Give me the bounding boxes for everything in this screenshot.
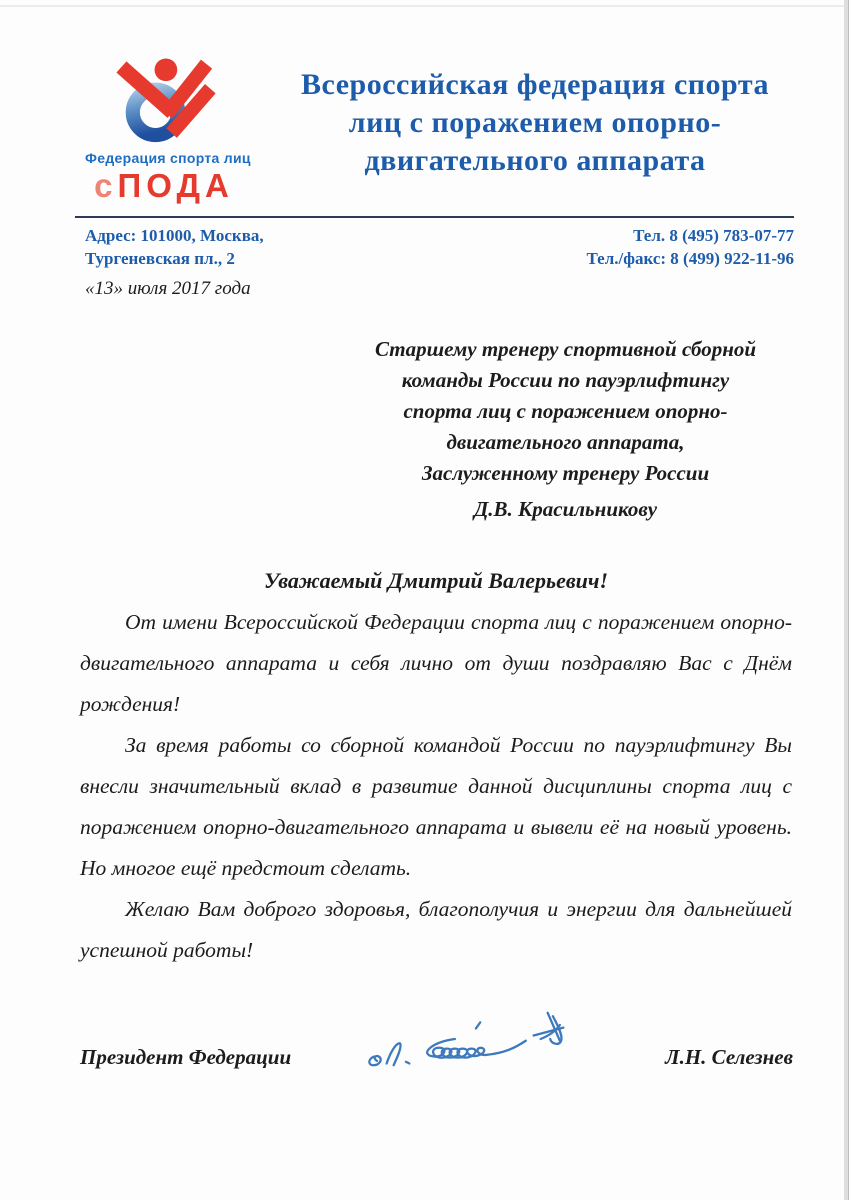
phone-block xyxy=(586,224,794,270)
address-line: Тургеневская пл., 2 xyxy=(85,249,235,268)
address-block xyxy=(85,224,264,270)
header-divider xyxy=(75,216,794,218)
emblem-head-dot xyxy=(155,58,178,81)
addressee-line: спорта лиц с поражением опорно- xyxy=(403,399,728,423)
logo-acronym-main: ПОДА xyxy=(117,167,234,204)
logo-caption: Федерация спорта лиц xyxy=(85,150,251,166)
addressee-line: Заслуженному тренеру России xyxy=(421,461,710,485)
signer-position: Президент Федерации xyxy=(80,1045,292,1069)
handwritten-signature-image xyxy=(346,1004,611,1074)
logo-acronym-prefix: с xyxy=(94,167,118,204)
signature-row xyxy=(80,1012,793,1070)
body-paragraph: От имени Всероссийской Федерации спорта лиц с поражением опорно-двигательного аппарата и себя лично от души поздравляю Вас с Днём рождения! xyxy=(80,610,792,716)
title-line: Всероссийская федерация спорта xyxy=(301,68,769,101)
title-line: двигательного аппарата xyxy=(364,144,706,177)
logo-acronym xyxy=(85,169,243,202)
addressee-line: Старшему тренеру спортивной сборной xyxy=(374,337,757,361)
phone-line: Тел. 8 (495) 783-07-77 xyxy=(633,226,794,245)
address-line: Адрес: 101000, Москва, xyxy=(85,226,264,245)
letter-body xyxy=(80,602,792,971)
contacts-row xyxy=(85,224,794,270)
salutation: Уважаемый Дмитрий Валерьевич! xyxy=(263,568,609,593)
federation-emblem-icon xyxy=(112,55,216,147)
federation-logo xyxy=(85,55,251,204)
body-paragraph: За время работы со сборной командой России по пауэрлифтингу Вы внесли значительный вклад в развитие данной дисциплины спорта лиц с поражением опорно-двигательного аппарата и вывели её на новый уровень. Но многое ещё предстоит сделать. xyxy=(80,733,792,880)
addressee-line: двигательного аппарата, xyxy=(446,430,685,454)
organization-title xyxy=(255,66,815,180)
phone-line: Тел./факс: 8 (499) 922-11-96 xyxy=(586,249,794,268)
body-paragraph: Желаю Вам доброго здоровья, благополучия и энергии для дальнейшей успешной работы! xyxy=(80,897,792,962)
scan-artifact-right xyxy=(844,0,849,1200)
addressee-name: Д.В. Красильникову xyxy=(473,497,658,521)
addressee-block xyxy=(338,334,793,525)
addressee-line: команды России по пауэрлифтингу xyxy=(401,368,730,392)
scan-artifact-top xyxy=(0,5,849,7)
letter-date: «13» июля 2017 года xyxy=(85,278,251,299)
signer-name: Л.Н. Селезнев xyxy=(665,1045,793,1069)
title-line: лиц с поражением опорно- xyxy=(348,106,722,139)
